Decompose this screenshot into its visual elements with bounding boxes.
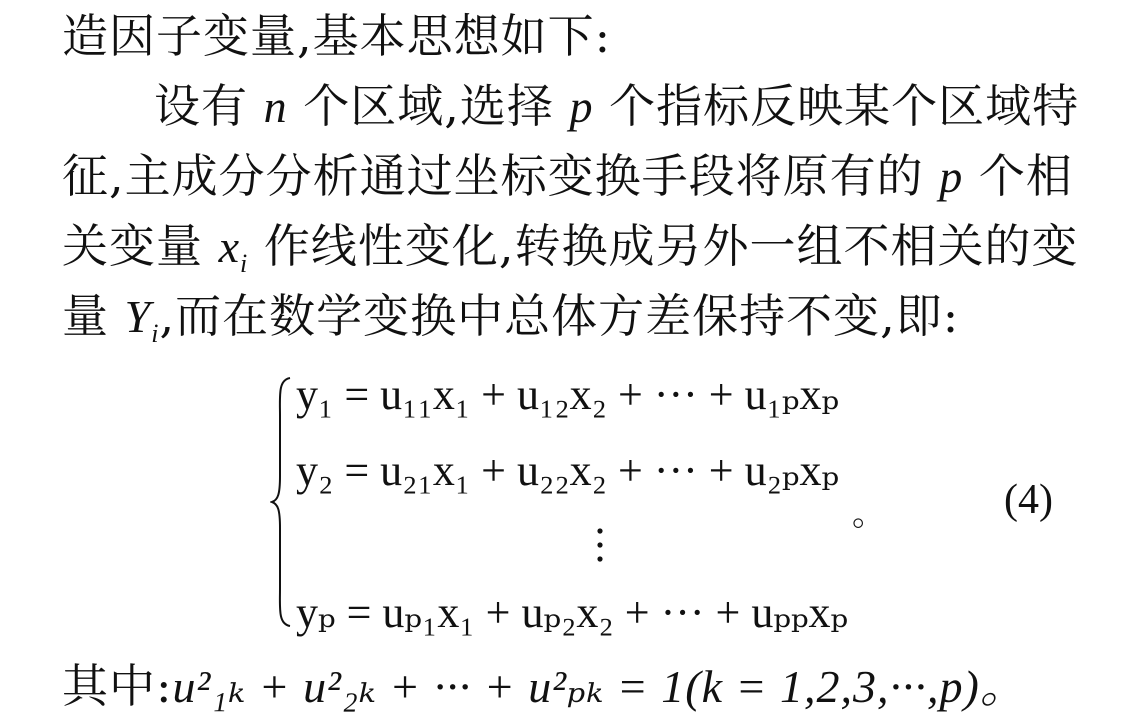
text: 个相 [963, 149, 1073, 203]
text: 个指标反映某个区域特 [593, 79, 1080, 133]
text-line-3 [62, 148, 1073, 205]
text-line-1 [62, 8, 611, 64]
text: 关变量 [62, 219, 219, 273]
math-sub: i [240, 249, 249, 279]
equation-row-1: y₁ = u₁₁x₁ + u₁₂x₂ + ··· + u₁ₚxₚ [296, 370, 840, 419]
condition-formula: u²₁ₖ + u²₂ₖ + ··· + u²ₚₖ = 1(k = 1,2,3,···,p)。 [172, 661, 1027, 712]
left-brace-icon [270, 376, 292, 628]
math-sub: i [151, 319, 160, 349]
math-var: n [263, 81, 288, 132]
math-var: x [218, 221, 241, 272]
text: 设有 [154, 79, 264, 133]
condition-line [62, 658, 1027, 715]
vertical-ellipsis-icon [592, 525, 608, 565]
text: 征,主成分分析通过坐标变换手段将原有的 [62, 149, 940, 203]
text: 个区域,选择 [287, 79, 570, 133]
text: 量 [62, 289, 125, 343]
text-line-4 [62, 218, 1079, 279]
math-var: Y [124, 291, 152, 342]
equation-number: (4) [1004, 477, 1053, 523]
text: 造因子变量,基本思想如下: [62, 9, 612, 63]
equation-row-p: yₚ = uₚ₁x₁ + uₚ₂x₂ + ··· + uₚₚxₚ [296, 588, 849, 637]
math-var: p [939, 151, 964, 202]
text: ,而在数学变换中总体方差保持不变,即: [159, 289, 960, 343]
text: 作线性变化,转换成另外一组不相关的变 [248, 219, 1079, 273]
equation-row-2: y₂ = u₂₁x₁ + u₂₂x₂ + ··· + u₂ₚxₚ [296, 446, 840, 495]
text-line-5 [62, 288, 960, 349]
math-var: p [569, 81, 594, 132]
equation-end-mark: 。 [852, 494, 886, 534]
condition-prefix: 其中: [62, 659, 173, 713]
text-line-2 [154, 78, 1079, 135]
